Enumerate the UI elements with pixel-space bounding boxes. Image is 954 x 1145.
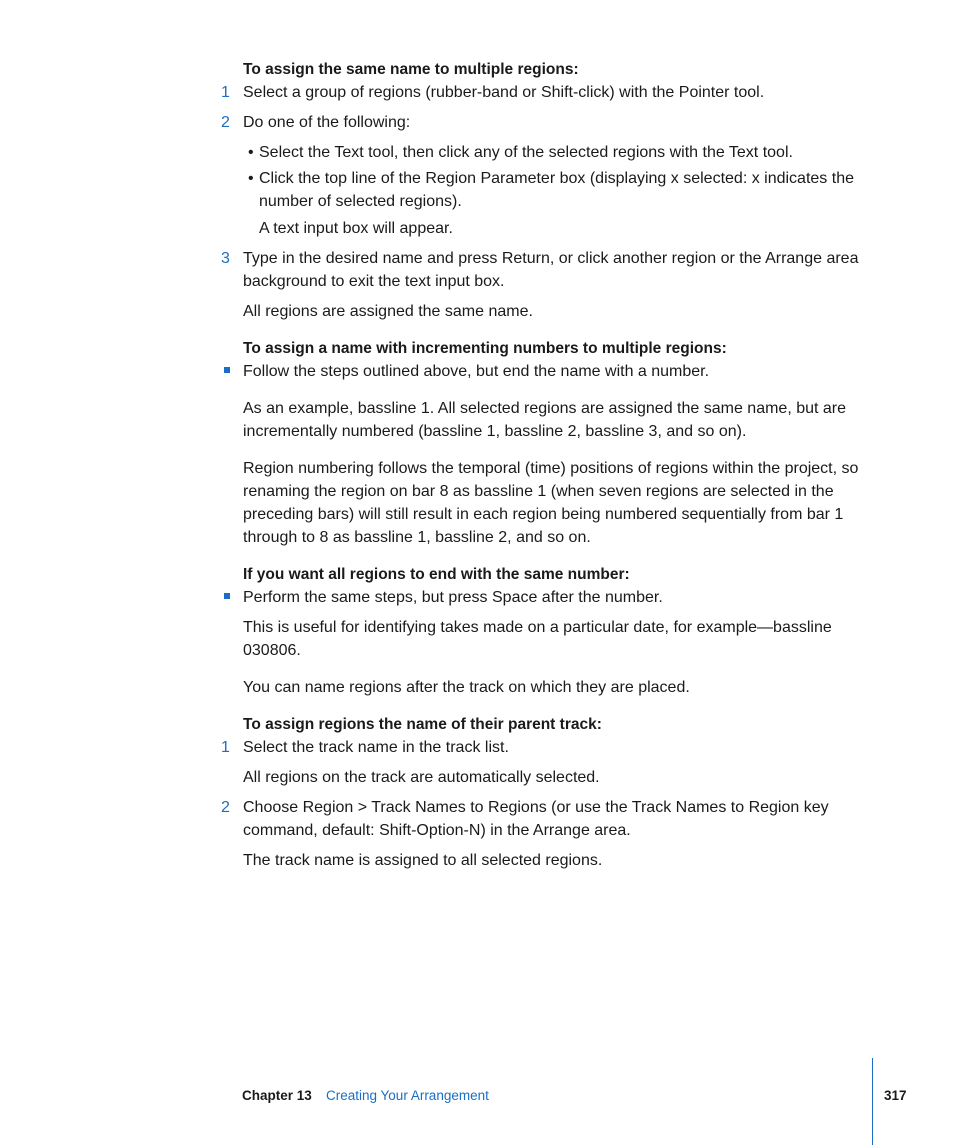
paragraph: You can name regions after the track on which they are placed. xyxy=(243,679,690,696)
step-text: Type in the desired name and press Return, or click another region or the Arrange area background to exit the text input box. xyxy=(243,250,859,290)
bullet-text: Click the top line of the Region Parameter box (displaying x selected: x indicates the number of selected regions). xyxy=(259,170,854,210)
footer-divider xyxy=(872,1058,873,1145)
heading-same-number: If you want all regions to end with the same number: xyxy=(243,566,630,583)
result-text: The track name is assigned to all selected regions. xyxy=(243,852,603,869)
item-text: Follow the steps outlined above, but end the name with a number. xyxy=(243,363,710,380)
step-number: 1 xyxy=(221,84,230,101)
result-text: A text input box will appear. xyxy=(259,220,453,237)
result-text: All regions on the track are automatically selected. xyxy=(243,769,600,786)
bullet-text: Select the Text tool, then click any of the selected regions with the Text tool. xyxy=(259,144,793,161)
paragraph: Region numbering follows the temporal (time) positions of regions within the project, so renaming the region on bar 8 as bassline 1 (when seven regions are selected in the preceding bars) will still result in each region being numbered sequentially from bar 1 through to 8 as bassline 1, bassline 2, and so on. xyxy=(243,460,859,546)
step-text: Do one of the following: xyxy=(243,114,411,131)
result-text: All regions are assigned the same name. xyxy=(243,303,533,320)
step-text: Choose Region > Track Names to Regions (or use the Track Names to Region key command, default: Shift-Option-N) in the Arrange area. xyxy=(243,799,829,839)
step-text: Select the track name in the track list. xyxy=(243,739,509,756)
paragraph: As an example, bassline 1. All selected regions are assigned the same name, but are incrementally numbered (bassline 1, bassline 2, bassline 3, and so on). xyxy=(243,400,847,440)
paragraph: This is useful for identifying takes made on a particular date, for example—bassline 030806. xyxy=(243,619,832,659)
step-number: 3 xyxy=(221,250,230,267)
square-bullet-icon xyxy=(224,367,230,373)
page-number: 317 xyxy=(884,1088,907,1103)
bullet-icon: • xyxy=(248,170,254,187)
heading-same-name: To assign the same name to multiple regions: xyxy=(243,61,579,78)
heading-incrementing: To assign a name with incrementing numbers to multiple regions: xyxy=(243,340,727,357)
step-number: 1 xyxy=(221,739,230,756)
heading-parent-track: To assign regions the name of their parent track: xyxy=(243,716,602,733)
item-text: Perform the same steps, but press Space after the number. xyxy=(243,589,663,606)
chapter-title-link[interactable]: Creating Your Arrangement xyxy=(326,1088,489,1103)
step-text: Select a group of regions (rubber-band or Shift-click) with the Pointer tool. xyxy=(243,84,765,101)
chapter-label: Chapter 13 xyxy=(242,1088,312,1103)
step-number: 2 xyxy=(221,114,230,131)
step-number: 2 xyxy=(221,799,230,816)
bullet-icon: • xyxy=(248,144,254,161)
square-bullet-icon xyxy=(224,593,230,599)
